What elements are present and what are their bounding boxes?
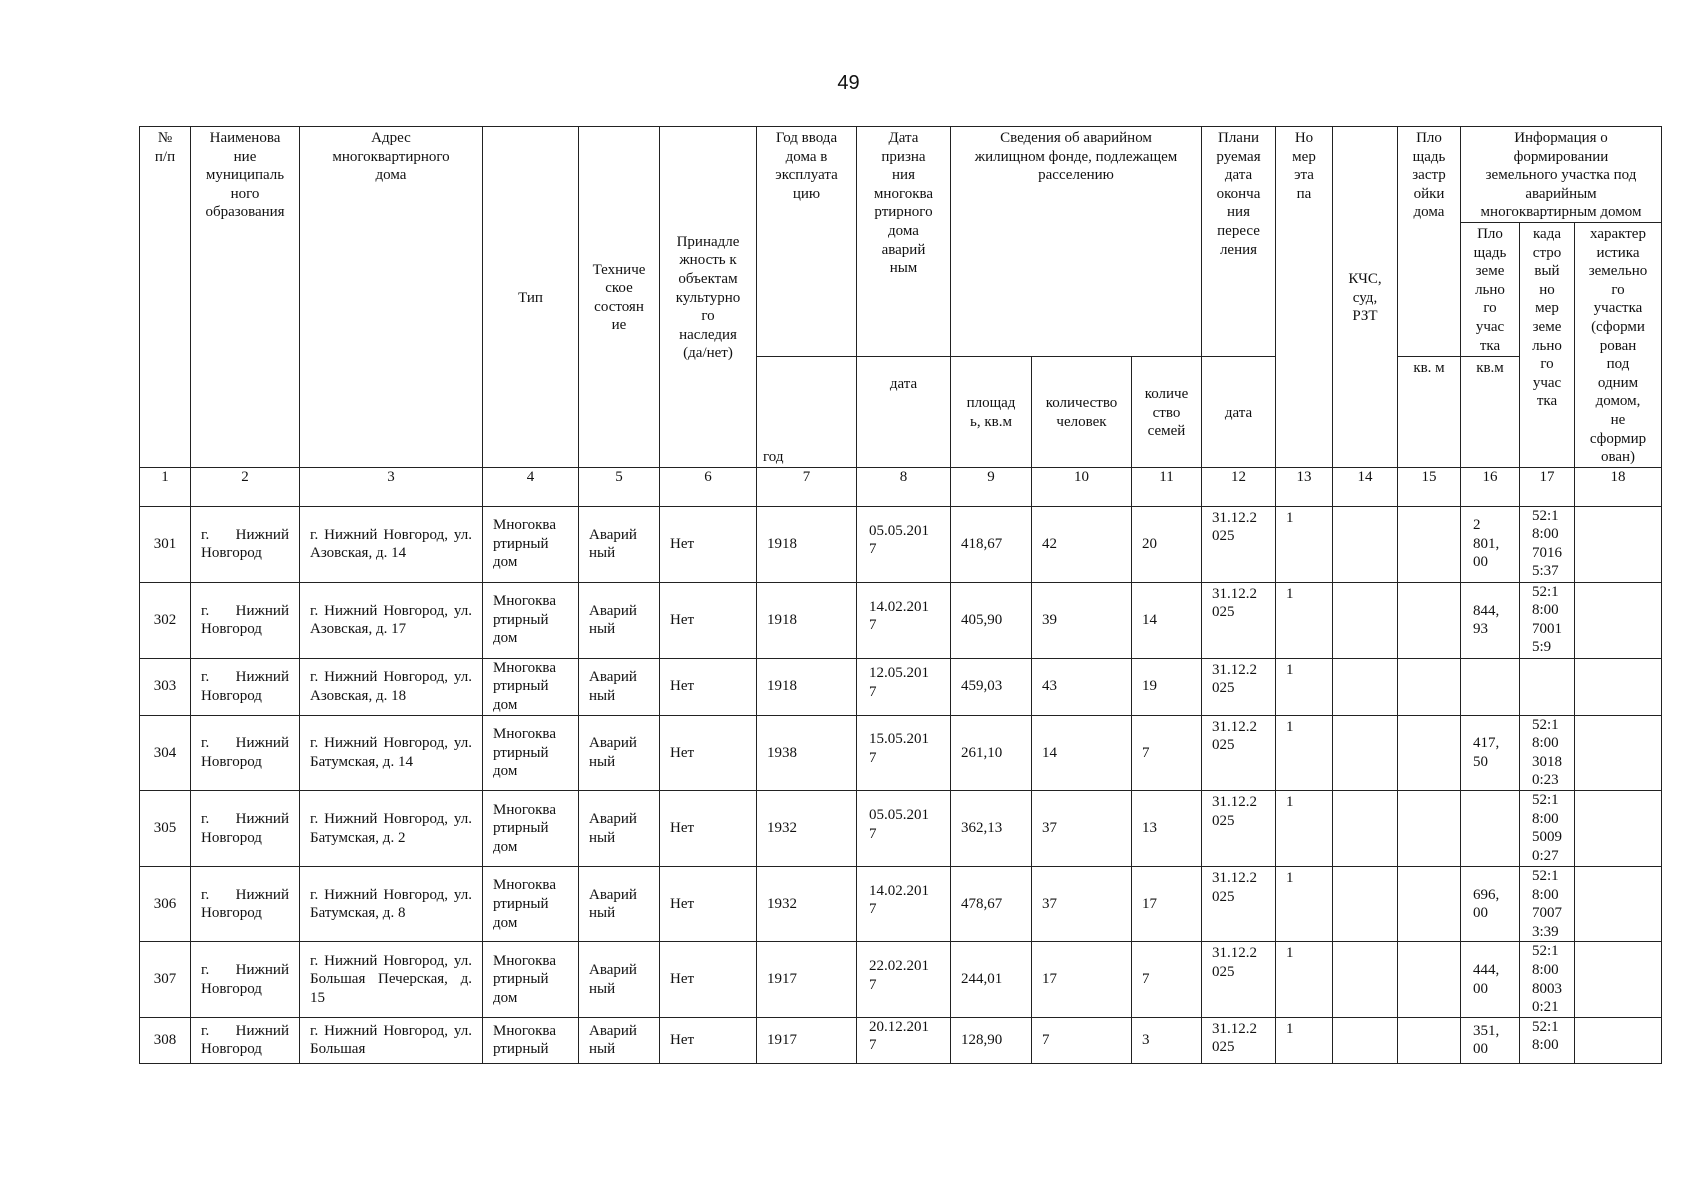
cell-emergency-date: 14.02.201 7 [857,582,951,658]
cell-heritage: Нет [660,715,757,790]
cell-land-area: 351, 00 [1461,1017,1520,1063]
cell-emergency-date: 12.05.201 7 [857,658,951,715]
cell-address: г. Нижний Новгород, ул. Батумская, д. 14 [300,715,483,790]
header-emergency-date: Дата призна ния многоква ртирного дома аварий ным [857,127,951,357]
cell-row-number: 303 [140,658,191,715]
cell-people-count: 14 [1032,715,1132,790]
cell-heritage: Нет [660,658,757,715]
column-number: 11 [1132,467,1202,506]
cell-heritage: Нет [660,1017,757,1063]
cell-emergency-date: 15.05.201 7 [857,715,951,790]
cell-emergency-date: 22.02.201 7 [857,942,951,1017]
header-stage: Но мер эта па [1276,127,1333,468]
cell-land-area [1461,658,1520,715]
cell-land-area: 844, 93 [1461,582,1520,658]
cell-kchs [1333,582,1398,658]
cell-kchs [1333,506,1398,582]
cell-heritage: Нет [660,867,757,942]
cell-built-area [1398,506,1461,582]
cell-area: 418,67 [951,506,1032,582]
cell-cadastral-number: 52:1 8:00 7001 5:9 [1520,582,1575,658]
cell-emergency-date: 05.05.201 7 [857,506,951,582]
cell-stage-number: 1 [1276,506,1333,582]
column-number: 2 [191,467,300,506]
cell-tech-state: Аварий ный [579,942,660,1017]
cell-family-count: 7 [1132,715,1202,790]
header-land-info: Информация о формировании земельного участка под аварийным многоквартирным домом [1461,127,1662,223]
cell-municipality: г. Нижний Новгород [191,582,300,658]
cell-land-characteristic [1575,715,1662,790]
emergency-housing-table [139,126,1662,1064]
cell-land-area: 417, 50 [1461,715,1520,790]
cell-planned-date: 31.12.2 025 [1202,582,1276,658]
header-emergency-fund: Сведения об аварийном жилищном фонде, подлежащем расселению [951,127,1202,357]
cell-year-commissioned: 1918 [757,506,857,582]
cell-kchs [1333,1017,1398,1063]
cell-land-area: 2 801, 00 [1461,506,1520,582]
cell-tech-state: Аварий ный [579,582,660,658]
cell-tech-state: Аварий ный [579,867,660,942]
cell-family-count: 7 [1132,942,1202,1017]
header-plan-date-sub: дата [1202,356,1276,467]
cell-house-type: Многоква ртирный дом [483,942,579,1017]
cell-year-commissioned: 1932 [757,791,857,867]
cell-stage-number: 1 [1276,867,1333,942]
cell-tech-state: Аварий ный [579,1017,660,1063]
cell-land-characteristic [1575,867,1662,942]
column-number: 18 [1575,467,1662,506]
cell-family-count: 13 [1132,791,1202,867]
cell-area: 244,01 [951,942,1032,1017]
column-number: 9 [951,467,1032,506]
cell-house-type: Многоква ртирный дом [483,582,579,658]
cell-built-area [1398,942,1461,1017]
table-header [140,127,1662,507]
cell-tech-state: Аварий ный [579,791,660,867]
cell-family-count: 17 [1132,867,1202,942]
cell-house-type: Многоква ртирный дом [483,658,579,715]
cell-kchs [1333,867,1398,942]
header-heritage: Принадле жность к объектам культурно го наследия (да/нет) [660,127,757,468]
column-number-row [140,467,1662,506]
table-row [140,791,1662,867]
header-type: Тип [483,127,579,468]
cell-house-type: Многоква ртирный [483,1017,579,1063]
cell-year-commissioned: 1918 [757,658,857,715]
cell-area: 405,90 [951,582,1032,658]
cell-stage-number: 1 [1276,1017,1333,1063]
cell-kchs [1333,715,1398,790]
column-number: 15 [1398,467,1461,506]
cell-built-area [1398,658,1461,715]
column-number: 4 [483,467,579,506]
cell-municipality: г. Нижний Новгород [191,506,300,582]
cell-stage-number: 1 [1276,715,1333,790]
cell-area: 362,13 [951,791,1032,867]
cell-heritage: Нет [660,582,757,658]
cell-year-commissioned: 1917 [757,942,857,1017]
cell-built-area [1398,791,1461,867]
cell-house-type: Многоква ртирный дом [483,867,579,942]
header-families-sub: количе ство семей [1132,356,1202,467]
cell-tech-state: Аварий ный [579,506,660,582]
column-number: 8 [857,467,951,506]
cell-people-count: 37 [1032,867,1132,942]
cell-kchs [1333,791,1398,867]
cell-cadastral-number: 52:1 8:00 7016 5:37 [1520,506,1575,582]
cell-cadastral-number: 52:1 8:00 3018 0:23 [1520,715,1575,790]
column-number: 10 [1032,467,1132,506]
cell-family-count: 14 [1132,582,1202,658]
header-year-sub: год [757,356,857,467]
cell-area: 459,03 [951,658,1032,715]
cell-land-area: 696, 00 [1461,867,1520,942]
cell-cadastral-number: 52:1 8:00 8003 0:21 [1520,942,1575,1017]
cell-row-number: 302 [140,582,191,658]
cell-planned-date: 31.12.2 025 [1202,942,1276,1017]
cell-row-number: 301 [140,506,191,582]
cell-municipality: г. Нижний Новгород [191,867,300,942]
cell-house-type: Многоква ртирный дом [483,506,579,582]
cell-kchs [1333,658,1398,715]
header-land-unit: кв.м [1461,356,1520,467]
cell-land-characteristic [1575,791,1662,867]
table-row [140,506,1662,582]
column-number: 12 [1202,467,1276,506]
column-number: 13 [1276,467,1333,506]
cell-cadastral-number: 52:1 8:00 5009 0:27 [1520,791,1575,867]
header-cadastral: када стро вый но мер земе льно го учас тка [1520,222,1575,467]
cell-address: г. Нижний Новгород, ул. Азовская, д. 14 [300,506,483,582]
cell-municipality: г. Нижний Новгород [191,942,300,1017]
cell-municipality: г. Нижний Новгород [191,658,300,715]
cell-built-area [1398,582,1461,658]
table-row [140,942,1662,1017]
column-number: 5 [579,467,660,506]
column-number: 3 [300,467,483,506]
table-row [140,1017,1662,1063]
cell-address: г. Нижний Новгород, ул. Азовская, д. 18 [300,658,483,715]
cell-land-characteristic [1575,658,1662,715]
header-municipality: Наименова ние муниципаль ного образования [191,127,300,468]
cell-address: г. Нижний Новгород, ул. Батумская, д. 8 [300,867,483,942]
cell-stage-number: 1 [1276,582,1333,658]
table-row [140,715,1662,790]
cell-people-count: 7 [1032,1017,1132,1063]
cell-municipality: г. Нижний Новгород [191,715,300,790]
cell-tech-state: Аварий ный [579,715,660,790]
header-area-sub: площад ь, кв.м [951,356,1032,467]
cell-planned-date: 31.12.2 025 [1202,658,1276,715]
cell-row-number: 307 [140,942,191,1017]
cell-municipality: г. Нижний Новгород [191,791,300,867]
cell-emergency-date: 14.02.201 7 [857,867,951,942]
cell-row-number: 305 [140,791,191,867]
cell-built-area [1398,867,1461,942]
cell-land-area [1461,791,1520,867]
cell-family-count: 20 [1132,506,1202,582]
cell-year-commissioned: 1917 [757,1017,857,1063]
cell-address: г. Нижний Новгород, ул. Батумская, д. 2 [300,791,483,867]
table-row [140,867,1662,942]
header-number: № п/п [140,127,191,468]
cell-address: г. Нижний Новгород, ул. Большая Печерская, д. 15 [300,942,483,1017]
cell-stage-number: 1 [1276,942,1333,1017]
cell-stage-number: 1 [1276,658,1333,715]
cell-planned-date: 31.12.2 025 [1202,791,1276,867]
cell-emergency-date: 20.12.201 7 [857,1017,951,1063]
cell-people-count: 43 [1032,658,1132,715]
header-year-commissioned: Год ввода дома в эксплуата цию [757,127,857,357]
header-built-area: Пло щадь застр ойки дома [1398,127,1461,357]
column-number: 6 [660,467,757,506]
header-people-sub: количество человек [1032,356,1132,467]
cell-year-commissioned: 1918 [757,582,857,658]
cell-heritage: Нет [660,506,757,582]
column-number: 1 [140,467,191,506]
header-date-sub: дата [857,356,951,467]
cell-land-area: 444, 00 [1461,942,1520,1017]
cell-people-count: 37 [1032,791,1132,867]
cell-municipality: г. Нижний Новгород [191,1017,300,1063]
table-row [140,658,1662,715]
cell-house-type: Многоква ртирный дом [483,791,579,867]
cell-built-area [1398,715,1461,790]
column-number: 14 [1333,467,1398,506]
cell-family-count: 19 [1132,658,1202,715]
cell-house-type: Многоква ртирный дом [483,715,579,790]
cell-stage-number: 1 [1276,791,1333,867]
cell-row-number: 306 [140,867,191,942]
cell-emergency-date: 05.05.201 7 [857,791,951,867]
cell-address: г. Нижний Новгород, ул. Большая [300,1017,483,1063]
cell-heritage: Нет [660,791,757,867]
header-land-area: Пло щадь земе льно го учас тка [1461,222,1520,356]
header-kchs: КЧС, суд, РЗТ [1333,127,1398,468]
column-number: 16 [1461,467,1520,506]
cell-family-count: 3 [1132,1017,1202,1063]
cell-people-count: 17 [1032,942,1132,1017]
table-row [140,582,1662,658]
column-number: 17 [1520,467,1575,506]
cell-area: 478,67 [951,867,1032,942]
header-land-char: характер истика земельно го участка (сформи рован под одним домом, не сформир ован) [1575,222,1662,467]
cell-year-commissioned: 1938 [757,715,857,790]
cell-planned-date: 31.12.2 025 [1202,867,1276,942]
header-built-unit: кв. м [1398,356,1461,467]
header-tech-state: Техниче ское состоян ие [579,127,660,468]
cell-row-number: 304 [140,715,191,790]
cell-planned-date: 31.12.2 025 [1202,506,1276,582]
column-number: 7 [757,467,857,506]
cell-planned-date: 31.12.2 025 [1202,1017,1276,1063]
cell-year-commissioned: 1932 [757,867,857,942]
cell-row-number: 308 [140,1017,191,1063]
header-address: Адрес многоквартирного дома [300,127,483,468]
cell-planned-date: 31.12.2 025 [1202,715,1276,790]
cell-land-characteristic [1575,942,1662,1017]
page-number: 49 [837,72,860,94]
cell-cadastral-number: 52:1 8:00 [1520,1017,1575,1063]
cell-people-count: 39 [1032,582,1132,658]
cell-heritage: Нет [660,942,757,1017]
cell-cadastral-number: 52:1 8:00 7007 3:39 [1520,867,1575,942]
cell-tech-state: Аварий ный [579,658,660,715]
cell-land-characteristic [1575,506,1662,582]
cell-cadastral-number [1520,658,1575,715]
cell-area: 261,10 [951,715,1032,790]
cell-people-count: 42 [1032,506,1132,582]
cell-address: г. Нижний Новгород, ул. Азовская, д. 17 [300,582,483,658]
table-body [140,506,1662,1063]
cell-land-characteristic [1575,582,1662,658]
cell-area: 128,90 [951,1017,1032,1063]
cell-kchs [1333,942,1398,1017]
header-planned-date: Плани руемая дата оконча ния пересе ления [1202,127,1276,357]
cell-land-characteristic [1575,1017,1662,1063]
cell-built-area [1398,1017,1461,1063]
